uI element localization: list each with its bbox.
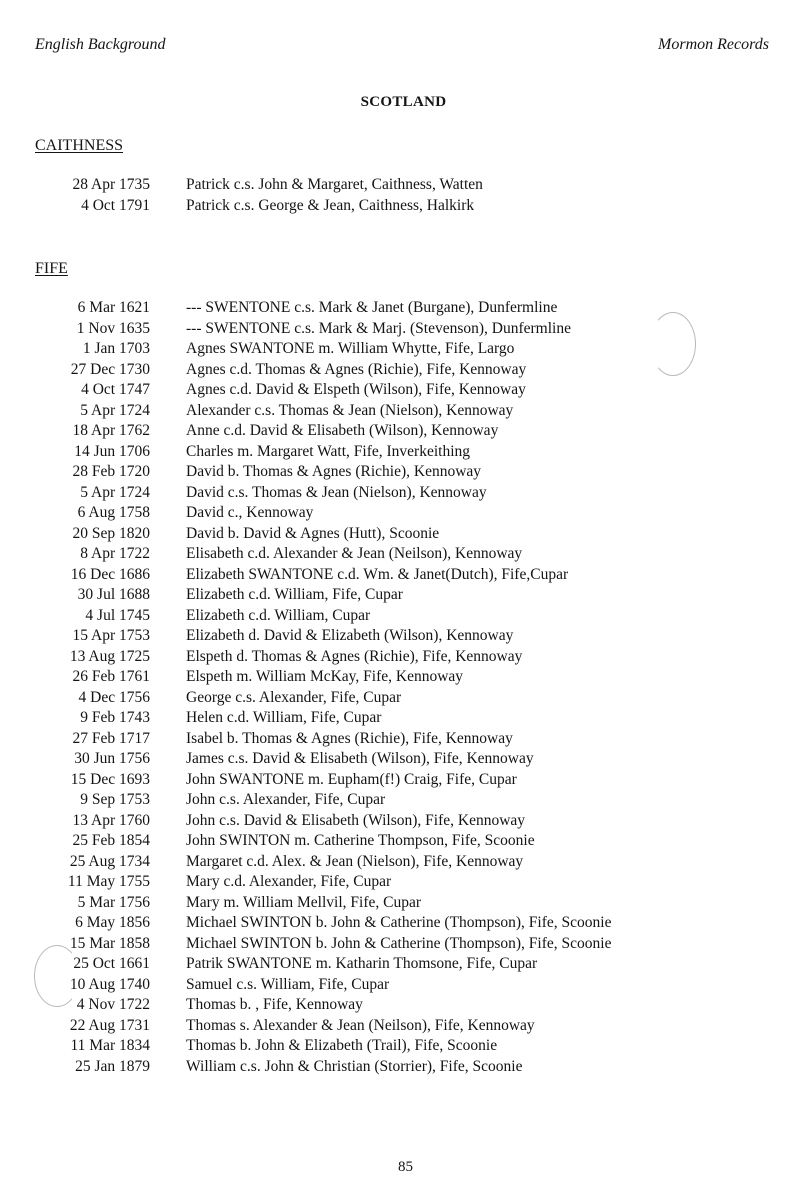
record-entry	[0, 462, 811, 483]
entry-date: 14 Jun 1706	[74, 442, 150, 460]
entry-date: 10 Aug 1740	[69, 975, 150, 993]
entry-text: Mary c.d. Alexander, Fife, Cupar	[186, 873, 392, 890]
entry-date: 5 Apr 1724	[80, 401, 150, 419]
entry-date: 15 Dec 1693	[70, 770, 150, 788]
record-entry	[0, 954, 811, 975]
record-entry	[0, 544, 811, 565]
entry-text: Alexander c.s. Thomas & Jean (Nielson), Kennoway	[186, 401, 514, 419]
record-entry	[0, 872, 811, 893]
entry-text: Elspeth m. William McKay, Fife, Kennoway	[186, 668, 464, 685]
entry-date: 4 Jul 1745	[85, 606, 150, 624]
entry-text: Elizabeth c.d. William, Fife, Cupar	[186, 586, 403, 603]
entry-date: 30 Jun 1756	[74, 750, 150, 767]
entry-text: Elisabeth c.d. Alexander & Jean (Neilson), Kennoway	[186, 545, 523, 562]
entry-date: 25 Jan 1879	[75, 1057, 150, 1075]
record-entry	[0, 1016, 811, 1037]
record-entry	[0, 1036, 811, 1057]
entry-date: 16 Dec 1686	[70, 565, 150, 583]
record-entry	[0, 975, 811, 996]
entry-text: Patrick c.s. John & Margaret, Caithness, Watten	[186, 176, 483, 193]
record-entry	[0, 913, 811, 934]
pencil-mark-left	[34, 945, 80, 1007]
entry-date: 4 Nov 1722	[76, 996, 150, 1013]
entry-date: 18 Apr 1762	[72, 422, 150, 439]
entry-text: Elizabeth c.d. William, Cupar	[186, 606, 371, 624]
entry-date: 25 Aug 1734	[69, 852, 150, 870]
entry-text: Patrik SWANTONE m. Katharin Thomsone, Fife, Cupar	[186, 955, 538, 972]
record-entry	[0, 401, 811, 422]
entry-date: 22 Aug 1731	[69, 1016, 150, 1034]
record-entry	[0, 380, 811, 401]
entry-date: 6 May 1856	[75, 914, 150, 931]
entry-date: 4 Oct 1791	[81, 196, 150, 214]
entry-date: 28 Apr 1735	[72, 176, 150, 193]
record-entry	[0, 196, 811, 217]
record-entry	[0, 524, 811, 545]
entry-text: Elizabeth d. David & Elizabeth (Wilson), Kennoway	[186, 627, 514, 644]
record-entry	[0, 503, 811, 524]
record-entry	[0, 995, 811, 1016]
entry-date: 20 Sep 1820	[72, 524, 150, 542]
entry-date: 5 Mar 1756	[77, 893, 150, 911]
entry-date: 28 Feb 1720	[72, 463, 150, 480]
entry-text: Thomas s. Alexander & Jean (Neilson), Fife, Kennoway	[186, 1016, 535, 1034]
record-entry	[0, 585, 811, 606]
entry-text: Isabel b. Thomas & Agnes (Richie), Fife, Kennoway	[186, 729, 513, 747]
record-entry	[0, 565, 811, 586]
record-entry	[0, 893, 811, 914]
record-entry	[0, 729, 811, 750]
entry-text: Elspeth d. Thomas & Agnes (Richie), Fife, Kennoway	[186, 647, 523, 665]
record-entry	[0, 647, 811, 668]
record-entry	[0, 688, 811, 709]
record-entry	[0, 483, 811, 504]
entry-text: Patrick c.s. George & Jean, Caithness, Halkirk	[186, 196, 475, 214]
entry-text: Samuel c.s. William, Fife, Cupar	[186, 975, 390, 993]
record-entry	[0, 606, 811, 627]
entry-text: Margaret c.d. Alex. & Jean (Nielson), Fife, Kennoway	[186, 852, 524, 870]
entry-text: David c., Kennoway	[186, 504, 314, 521]
page-number: 85	[398, 1159, 413, 1175]
entry-date: 9 Feb 1743	[80, 709, 150, 726]
entry-date: 15 Apr 1753	[72, 627, 150, 644]
entry-date: 6 Mar 1621	[77, 299, 150, 316]
record-entry	[0, 421, 811, 442]
record-entry	[0, 626, 811, 647]
record-entry	[0, 934, 811, 955]
entry-date: 11 Mar 1834	[70, 1037, 150, 1054]
entry-date: 11 May 1755	[67, 873, 150, 890]
entry-date: 4 Dec 1756	[78, 688, 150, 706]
record-entry	[0, 708, 811, 729]
entry-text: Mary m. William Mellvil, Fife, Cupar	[186, 893, 422, 911]
entry-date: 25 Oct 1661	[73, 955, 150, 972]
entry-date: 27 Feb 1717	[72, 729, 150, 747]
record-entry	[0, 749, 811, 770]
entry-text: George c.s. Alexander, Fife, Cupar	[186, 688, 402, 706]
entry-text: Michael SWINTON b. John & Catherine (Thompson), Fife, Scoonie	[186, 934, 612, 952]
entry-text: Anne c.d. David & Elisabeth (Wilson), Kennoway	[186, 422, 499, 439]
entry-text: --- SWENTONE c.s. Mark & Janet (Burgane), Dunfermline	[186, 299, 558, 316]
entry-text: William c.s. John & Christian (Storrier), Fife, Scoonie	[186, 1057, 523, 1075]
record-entry	[0, 175, 811, 196]
entry-text: Agnes c.d. David & Elspeth (Wilson), Fife, Kennoway	[186, 381, 526, 398]
entry-date: 1 Jan 1703	[82, 340, 150, 357]
section-heading-caithness: CAITHNESS	[35, 137, 124, 154]
entry-text: David b. David & Agnes (Hutt), Scoonie	[186, 524, 440, 542]
entry-text: Thomas b. John & Elizabeth (Trail), Fife, Scoonie	[186, 1037, 498, 1054]
entry-text: Helen c.d. William, Fife, Cupar	[186, 709, 382, 726]
entry-date: 6 Aug 1758	[77, 504, 150, 521]
entry-text: Agnes SWANTONE m. William Whytte, Fife, Largo	[186, 340, 515, 357]
entry-text: James c.s. David & Elisabeth (Wilson), Fife, Kennoway	[186, 750, 534, 767]
entry-text: Thomas b. , Fife, Kennoway	[186, 996, 363, 1013]
fife-entry-list	[0, 298, 811, 1077]
header-right: Mormon Records	[658, 36, 769, 53]
entry-text: John c.s. Alexander, Fife, Cupar	[186, 791, 386, 808]
header-left: English Background	[35, 36, 166, 53]
entry-date: 25 Feb 1854	[72, 832, 150, 849]
entry-text: Agnes c.d. Thomas & Agnes (Richie), Fife, Kennoway	[186, 360, 527, 378]
entry-date: 8 Apr 1722	[80, 545, 150, 562]
record-entry	[0, 442, 811, 463]
entry-date: 13 Aug 1725	[69, 647, 150, 665]
entry-date: 4 Oct 1747	[81, 381, 150, 398]
entry-date: 27 Dec 1730	[70, 360, 150, 378]
record-entry	[0, 831, 811, 852]
entry-date: 15 Mar 1858	[69, 934, 150, 952]
entry-date: 5 Apr 1724	[80, 483, 150, 501]
record-entry	[0, 667, 811, 688]
entry-date: 9 Sep 1753	[80, 791, 150, 808]
record-entry	[0, 298, 811, 319]
entry-text: David c.s. Thomas & Jean (Nielson), Kennoway	[186, 483, 487, 501]
entry-text: David b. Thomas & Agnes (Richie), Kennoway	[186, 463, 482, 480]
entry-date: 1 Nov 1635	[76, 319, 150, 337]
caithness-entry-list	[0, 175, 811, 216]
section-heading-fife: FIFE	[35, 260, 68, 277]
entry-date: 30 Jul 1688	[77, 586, 150, 603]
entry-date: 13 Apr 1760	[72, 811, 150, 829]
entry-date: 26 Feb 1761	[72, 668, 150, 685]
entry-text: John SWINTON m. Catherine Thompson, Fife, Scoonie	[186, 832, 535, 849]
page-title: SCOTLAND	[360, 94, 447, 110]
entry-text: John SWANTONE m. Eupham(f!) Craig, Fife, Cupar	[186, 770, 517, 788]
entry-text: Michael SWINTON b. John & Catherine (Thompson), Fife, Scoonie	[186, 914, 612, 931]
entry-text: --- SWENTONE c.s. Mark & Marj. (Stevenson), Dunfermline	[186, 319, 571, 337]
record-entry	[0, 1057, 811, 1078]
entry-text: John c.s. David & Elisabeth (Wilson), Fife, Kennoway	[186, 811, 526, 829]
record-entry	[0, 790, 811, 811]
entry-text: Charles m. Margaret Watt, Fife, Inverkeithing	[186, 442, 470, 460]
pencil-mark	[650, 312, 696, 376]
entry-text: Elizabeth SWANTONE c.d. Wm. & Janet(Dutch), Fife,Cupar	[186, 565, 569, 583]
record-entry	[0, 811, 811, 832]
record-entry	[0, 770, 811, 791]
record-entry	[0, 852, 811, 873]
